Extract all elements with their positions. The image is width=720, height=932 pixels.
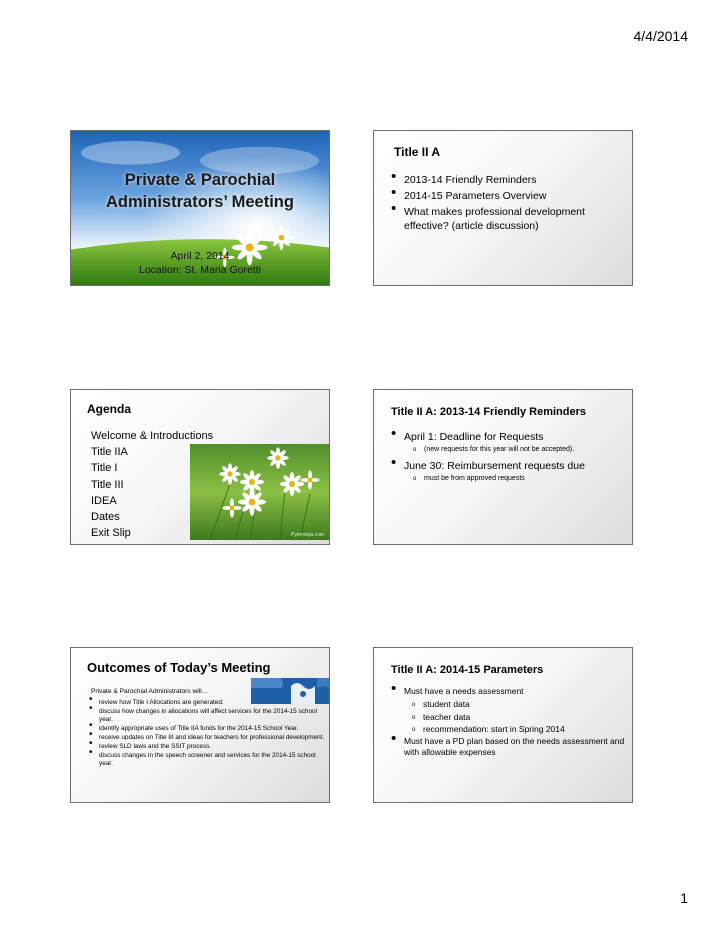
- bullet-list: [404, 686, 629, 759]
- list-subitem: o (new requests for this year will not be accepted).: [424, 444, 629, 455]
- bullet-list: [404, 430, 629, 488]
- slide-title: Outcomes of Today’s Meeting: [87, 660, 271, 675]
- list-item: Exit Slip: [91, 527, 131, 540]
- daisy-photo: [190, 444, 330, 540]
- list-item: • review SLD laws and the SSIT process.: [99, 743, 330, 751]
- list-item: Welcome & Introductions: [91, 430, 214, 442]
- slide-friendly-reminders: [373, 389, 633, 545]
- list-item: • receive updates on Title III and ideas for teachers for professional development.: [99, 734, 330, 742]
- list-item: • review how Title I Allocations are generated.: [99, 699, 330, 707]
- slide-title: Agenda: [87, 402, 132, 416]
- list-item: Title III: [91, 478, 124, 491]
- list-item: • April 1: Deadline for Requests: [404, 430, 629, 444]
- outcomes-intro: Private & Parochial Administrators will…: [91, 688, 209, 695]
- list-item: Title IIA: [91, 446, 128, 459]
- list-item: • 2014-15 Parameters Overview: [404, 189, 624, 203]
- meeting-details: [71, 249, 329, 277]
- meeting-title-line1: Private & Parochial: [124, 171, 276, 189]
- meeting-title: [71, 169, 329, 213]
- list-subitem: o recommendation: start in Spring 2014: [423, 723, 629, 736]
- list-subitem: o teacher data: [423, 711, 629, 724]
- bullet-list: [99, 699, 330, 769]
- list-item: • identify appropriate uses of Title IIA funds for the 2014-15 School Year.: [99, 725, 330, 733]
- meeting-title-line2: Administrators’ Meeting: [106, 193, 294, 211]
- slide-title: Title II A: 2014-15 Parameters: [391, 664, 544, 676]
- list-item: • What makes professional development effective? (article discussion): [404, 205, 624, 233]
- photo-credit: Pyemonju.com: [291, 532, 325, 538]
- slide-title-meeting: [70, 130, 330, 286]
- slide-title-iia: [373, 130, 633, 286]
- list-item: • Must have a PD plan based on the needs assessment and with allowable expenses: [404, 736, 629, 758]
- bullet-list: [404, 173, 624, 235]
- slide-title: Title II A: 2013-14 Friendly Reminders: [391, 406, 587, 418]
- list-item: IDEA: [91, 494, 117, 507]
- slide-parameters: [373, 647, 633, 803]
- slide-title: Title II A: [394, 145, 441, 159]
- list-item: • 2013-14 Friendly Reminders: [404, 173, 624, 187]
- slide-outcomes: [70, 647, 330, 803]
- list-item: • June 30: Reimbursement requests due: [404, 459, 629, 473]
- page-number: 1: [680, 890, 688, 906]
- list-item: • Must have a needs assessment: [404, 686, 629, 697]
- list-item: Title I: [91, 462, 118, 475]
- list-subitem: o student data: [423, 698, 629, 711]
- page-date: 4/4/2014: [633, 28, 688, 44]
- meeting-location: Location: St. Maria Goretti: [139, 264, 261, 276]
- list-item: Dates: [91, 511, 120, 524]
- list-item: • discuss how changes in allocations will affect services for the 2014-15 school year.: [99, 708, 330, 725]
- list-item: • discuss changes in the speech screener and services for the 2014-15 school year.: [99, 752, 330, 769]
- list-subitem: o must be from approved requests: [424, 473, 629, 484]
- slide-agenda: [70, 389, 330, 545]
- meeting-date: April 2, 2014: [170, 250, 230, 262]
